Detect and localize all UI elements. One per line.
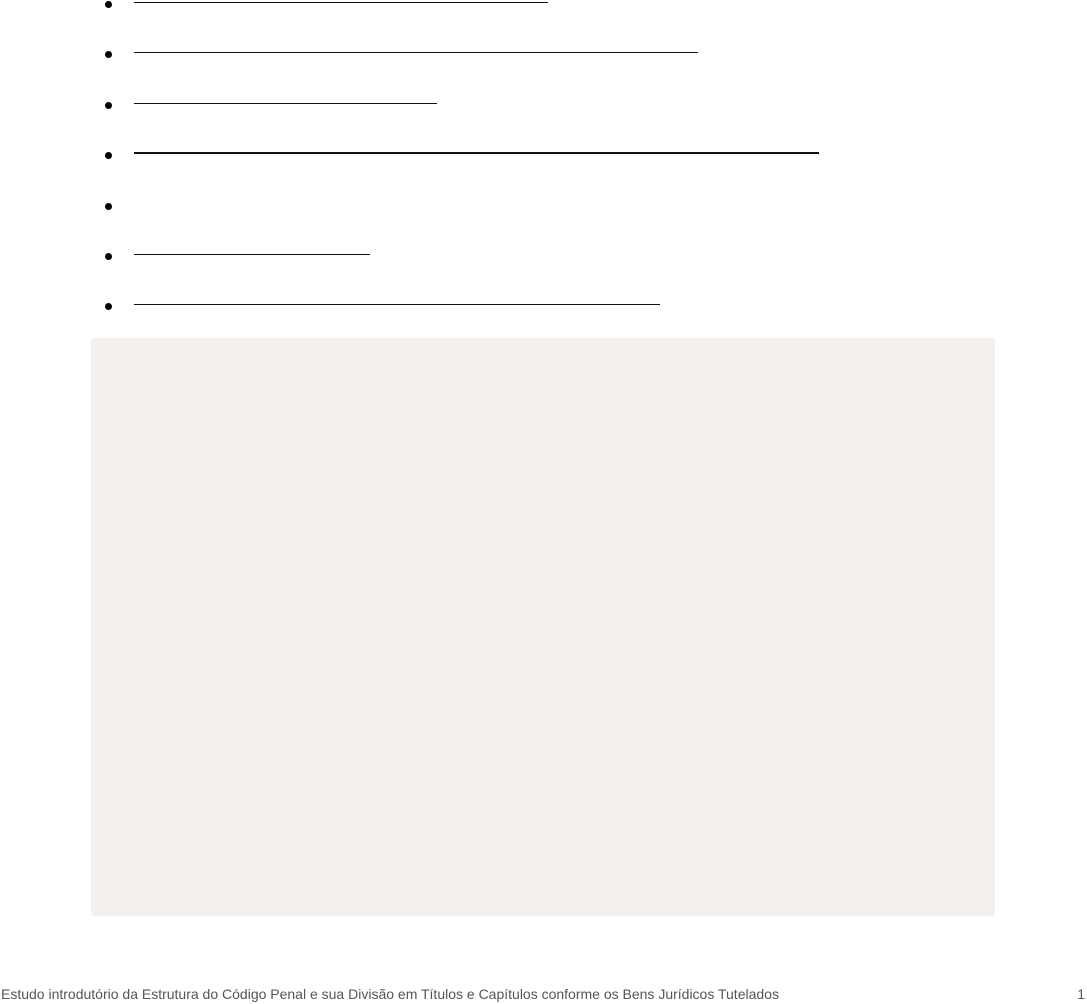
list-link[interactable] [134,52,698,53]
list-link[interactable] [134,304,660,305]
bullet-icon [105,152,112,159]
bullet-icon [105,203,112,210]
bullet-icon [105,1,112,8]
list-link[interactable] [134,103,437,104]
list-item [0,144,1087,164]
bullet-icon [105,51,112,58]
footer-document-title: Estudo introdutório da Estrutura do Código Penal e sua Divisão em Títulos e Capítulos conforme os Bens Jurídicos Tutelados [1,986,779,1002]
list-item [0,0,1087,12]
list-item [0,43,1087,63]
list-item [0,245,1087,265]
bullet-icon [105,253,112,260]
bullet-icon [105,102,112,109]
list-item [0,195,1087,215]
list-item [0,94,1087,114]
embedded-content-placeholder [91,338,995,916]
list-link[interactable] [134,254,370,255]
list-link[interactable] [134,2,548,3]
list-item [0,295,1087,315]
list-link[interactable] [134,152,819,154]
footer-page-number: 1 [1077,986,1085,1002]
bullet-icon [105,303,112,310]
